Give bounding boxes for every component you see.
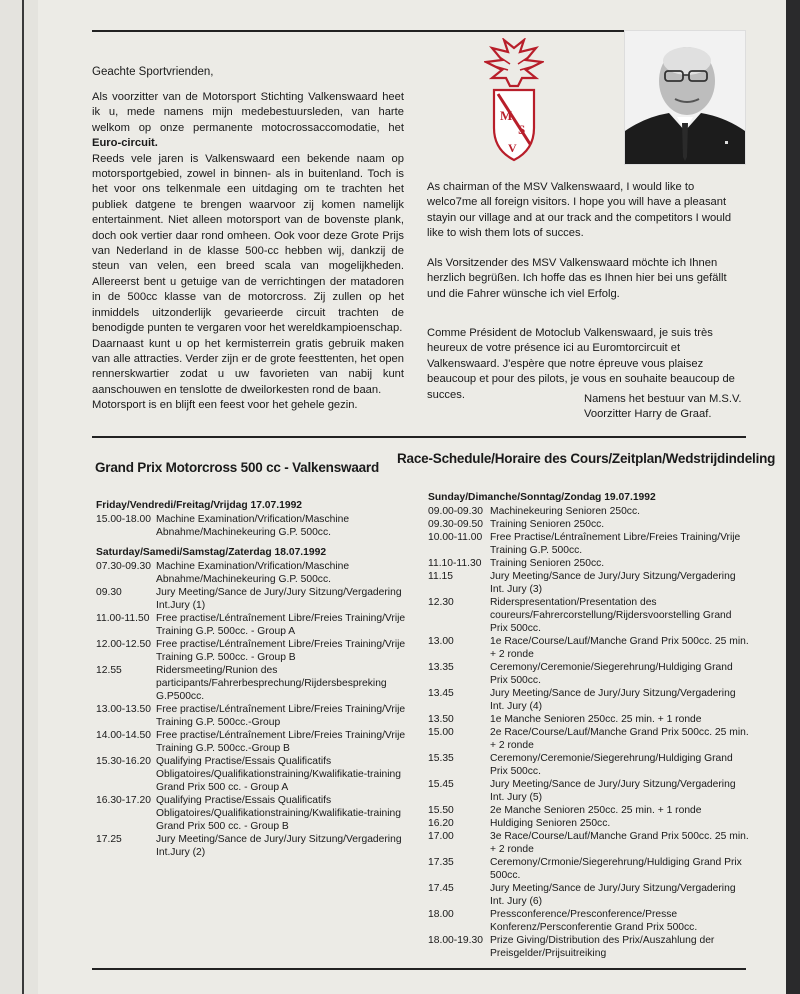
- schedule-time: 17.35: [428, 857, 454, 868]
- svg-text:V: V: [508, 141, 517, 155]
- schedule-event: Training Senioren 250cc.: [490, 519, 605, 530]
- schedule-row: [428, 726, 752, 752]
- schedule-day-title: Sunday/Dimanche/Sonntag/Zondag 19.07.1992: [428, 492, 656, 503]
- schedule-row: [428, 752, 752, 778]
- dutch-intro-paragraph: Als voorzitter van de Motorsport Stichting Valkenswaard heet ik u, mede namens mijn medebestuursleden, van harte welkom op onze permanente motocrossaccomodatie, het Euro-circuit. Reeds vele jaren is Valkenswaard een bekende naam op motorsportgebied, zowel in binnen- als in buitenland. Toch is het voor ons telkenmale een uitdaging om te trachten het publiek datgene te brengen waarvoor zij komen namelijk entertainment. Niet alleen motorsport van de bovenste plank, doch ook vertier daar rond omheen. Ook voor deze Grote Prijs van Nederland in de klasse 500-cc hebben wij, dankzij de steun van velen, een breed scala van mogelijkheden. Allereerst bent u getuige van de verrichtingen der matadoren in de 500cc klasse van de motorcross. Zij zullen op het inmiddels uitzonderlijk gevarieerde circuit trachten de benodigde punten te vergaren voor het wereldkampioenschap. Daarnaast kunt u op het kermisterrein gratis gebruik maken van alle attracties. Verder zijn er de grote feesttenten, het open rennerskwartier zodat u uw favorieten van nabij kunt aanschouwen en tenslotte de dweilorkesten rond de baan. Motorsport is en blijft een feest voor het gehele gezin.: [92, 91, 404, 412]
- schedule-event: 1e Race/Course/Lauf/Manche Grand Prix 500cc. 25 min. + 2 ronde: [490, 636, 749, 660]
- event-headline: Grand Prix Motorcross 500 cc - Valkenswaard: [95, 460, 380, 475]
- schedule-row: [428, 687, 752, 713]
- schedule-headline: Race-Schedule/Horaire des Cours/Zeitplan/Wedstrijdindeling: [397, 451, 776, 466]
- schedule-event: Qualifying Practise/Essais Qualificatifs Obligatoires/Qualifikationstraining/Kwalifikatie-training Grand Prix 500 cc. - Group A: [156, 756, 401, 793]
- schedule-time: 11.15: [428, 571, 454, 582]
- schedule-row: [96, 638, 418, 664]
- schedule-row: [96, 755, 418, 794]
- schedule-time: 15.45: [428, 779, 454, 790]
- schedule-time: 17.45: [428, 883, 454, 894]
- schedule-time: 09.30: [96, 587, 122, 598]
- schedule-event: Jury Meeting/Sance de Jury/Jury Sitzung/Vergadering Int.Jury (2): [156, 834, 402, 858]
- schedule-row: [428, 531, 752, 557]
- schedule-event: Machine Examination/Vrification/Maschine Abnahme/Machinekeuring G.P. 500cc.: [156, 561, 350, 585]
- adjacent-page-edge: [0, 0, 39, 994]
- schedule-time: 15.50: [428, 805, 454, 816]
- bottom-rule: [92, 968, 746, 970]
- schedule-event: Jury Meeting/Sance de Jury/Jury Sitzung/Vergadering Int. Jury (4): [490, 688, 736, 712]
- schedule-row: [428, 778, 752, 804]
- schedule-event: 1e Manche Senioren 250cc. 25 min. + 1 ronde: [490, 714, 702, 725]
- schedule-time: 13.45: [428, 688, 454, 699]
- schedule-event: Free practise/Léntraînement Libre/Freies Training/Vrije Training G.P. 500cc. - Group B: [156, 639, 406, 663]
- schedule-time: 14.00-14.50: [96, 730, 151, 741]
- schedule-time: 18.00-19.30: [428, 935, 483, 946]
- schedule-row: [428, 830, 752, 856]
- schedule-row: [428, 856, 752, 882]
- schedule-event: Jury Meeting/Sance de Jury/Jury Sitzung/Vergadering Int. Jury (6): [490, 883, 736, 907]
- schedule-event: Free Practise/Léntraînement Libre/Freies Training/Vrije Training G.P. 500cc.: [490, 532, 741, 556]
- schedule-row: [96, 560, 418, 586]
- signature-line-1: Namens het bestuur van M.S.V.: [584, 393, 742, 405]
- schedule-time: 09.30-09.50: [428, 519, 483, 530]
- schedule-time: 07.30-09.30: [96, 561, 151, 572]
- schedule-event: Huldiging Senioren 250cc.: [490, 818, 611, 829]
- schedule-day-title: Friday/Vendredi/Freitag/Vrijdag 17.07.1992: [96, 500, 303, 511]
- schedule-time: 13.50: [428, 714, 454, 725]
- signature-line-2: Voorzitter Harry de Graaf.: [584, 408, 712, 421]
- schedule-time: 15.00-18.00: [96, 514, 151, 525]
- schedule-left-column: [96, 499, 418, 859]
- schedule-event: Free practise/Léntraînement Libre/Freies Training/Vrije Training G.P. 500cc. - Group A: [156, 613, 406, 637]
- schedule-row: [428, 882, 752, 908]
- schedule-time: 18.00: [428, 909, 454, 920]
- schedule-row: [428, 804, 752, 817]
- schedule-event: 2e Manche Senioren 250cc. 25 min. + 1 ronde: [490, 805, 702, 816]
- middle-rule: [92, 436, 746, 438]
- schedule-day-title: Saturday/Samedi/Samstag/Zaterdag 18.07.1992: [96, 547, 327, 558]
- schedule-event: Training Senioren 250cc.: [490, 558, 605, 569]
- schedule-event: Jury Meeting/Sance de Jury/Jury Sitzung/Vergadering Int.Jury (1): [156, 587, 402, 611]
- schedule-event: Ceremony/Crmonie/Siegerehrung/Huldiging Grand Prix 500cc.: [490, 857, 742, 881]
- schedule-time: 17.00: [428, 831, 454, 842]
- schedule-time: 16.30-17.20: [96, 795, 151, 806]
- schedule-event: Jury Meeting/Sance de Jury/Jury Sitzung/Vergadering Int. Jury (5): [490, 779, 736, 803]
- schedule-time: 13.35: [428, 662, 454, 673]
- schedule-event: Jury Meeting/Sance de Jury/Jury Sitzung/Vergadering Int. Jury (3): [490, 571, 736, 595]
- schedule-event: Qualifying Practise/Essais Qualificatifs Obligatoires/Qualifikationstraining/Kwalifikatie-training Grand Prix 500 cc. - Group B: [156, 795, 401, 832]
- schedule-row: [96, 833, 418, 859]
- schedule-row: [96, 612, 418, 638]
- schedule-event: Free practise/Léntraînement Libre/Freies Training/Vrije Training G.P. 500cc.-Group: [156, 704, 406, 728]
- schedule-time: 17.25: [96, 834, 122, 845]
- schedule-row: [428, 557, 752, 570]
- svg-text:M: M: [500, 108, 513, 123]
- schedule-row: [428, 596, 752, 635]
- schedule-event: Machinekeuring Senioren 250cc.: [490, 506, 640, 517]
- svg-text:S: S: [518, 122, 526, 137]
- english-greeting: As chairman of the MSV Valkenswaard, I would like to welco7me all foreign visitors. I hope you will have a pleasant stayin our village and at our track and the competitors I would like to wish them lots of succes.: [427, 181, 732, 240]
- schedule-row: [428, 570, 752, 596]
- schedule-event: Free practise/Léntraînement Libre/Freies Training/Vrije Training G.P. 500cc.-Group B: [156, 730, 406, 754]
- schedule-row: [428, 934, 752, 960]
- schedule-row: [96, 794, 418, 833]
- schedule-time: 10.00-11.00: [428, 532, 483, 543]
- schedule-time: 15.00: [428, 727, 454, 738]
- schedule-row: [96, 703, 418, 729]
- schedule-event: Ceremony/Ceremonie/Siegerehrung/Huldiging Grand Prix 500cc.: [490, 753, 733, 777]
- schedule-row: [428, 713, 752, 726]
- schedule-row: [428, 908, 752, 934]
- schedule-time: 13.00-13.50: [96, 704, 151, 715]
- schedule-time: 12.00-12.50: [96, 639, 151, 650]
- signature-block: [584, 392, 742, 423]
- schedule-event: Ridersmeeting/Runion des participants/Fahrerbesprechung/Rijdersbespreking G.P500cc.: [156, 665, 387, 702]
- schedule-time: 15.30-16.20: [96, 756, 151, 767]
- french-greeting: Comme Président de Motoclub Valkenswaard, je suis très heureux de votre présence ici au Euromtorcircuit et Valkenswaard. J'espère que notre épreuve vous plaisez beaucoup et pour des pilots, je vous en souhaite beaucoup de succes.: [427, 327, 735, 401]
- schedule-event: Machine Examination/Vrification/Maschine Abnahme/Machinekeuring G.P. 500cc.: [156, 514, 350, 538]
- schedule-time: 12.55: [96, 665, 122, 676]
- schedule-event: 3e Race/Course/Lauf/Manche Grand Prix 500cc. 25 min. + 2 ronde: [490, 831, 749, 855]
- schedule-row: [428, 817, 752, 830]
- schedule-event: Pressconference/Presconference/Presse Konferenz/Persconferentie Grand Prix 500cc.: [490, 909, 698, 933]
- schedule-row: [428, 635, 752, 661]
- schedule-time: 09.00-09.30: [428, 506, 483, 517]
- schedule-row: [428, 518, 752, 531]
- schedule-time: 11.00-11.50: [96, 613, 150, 624]
- greeting: Geachte Sportvrienden,: [92, 66, 214, 78]
- schedule-row: [428, 505, 752, 518]
- schedule-row: [428, 661, 752, 687]
- schedule-time: 16.20: [428, 818, 454, 829]
- schedule-event: Ceremony/Ceremonie/Siegerehrung/Huldiging Grand Prix 500cc.: [490, 662, 733, 686]
- schedule-time: 15.35: [428, 753, 454, 764]
- schedule-row: [96, 513, 418, 539]
- schedule-time: 13.00: [428, 636, 454, 647]
- schedule-row: [96, 729, 418, 755]
- schedule-row: [96, 586, 418, 612]
- schedule-row: [96, 664, 418, 703]
- schedule-time: 11.10-11.30: [428, 558, 482, 569]
- schedule-right-column: [428, 491, 752, 960]
- msv-eagle-crest-logo: [484, 38, 544, 163]
- schedule-event: Riderspresentation/Presentation des coureurs/Fahrercorstellung/Rijdersvoorstelling Grand Prix 500cc.: [490, 597, 732, 634]
- chairman-portrait-photo: [624, 30, 746, 165]
- schedule-event: Prize Giving/Distribution des Prix/Auszahlung der Preisgelder/Prijsuitreiking: [490, 935, 715, 959]
- schedule-time: 12.30: [428, 597, 454, 608]
- schedule-event: 2e Race/Course/Lauf/Manche Grand Prix 500cc. 25 min. + 2 ronde: [490, 727, 749, 751]
- german-greeting: Als Vorsitzender des MSV Valkenswaard möchte ich Ihnen herzlich begrüßen. Ich hoffe das es Ihnen hier bei uns gefällt und die Fahrer wünsche ich viel Erfolg.: [427, 257, 727, 300]
